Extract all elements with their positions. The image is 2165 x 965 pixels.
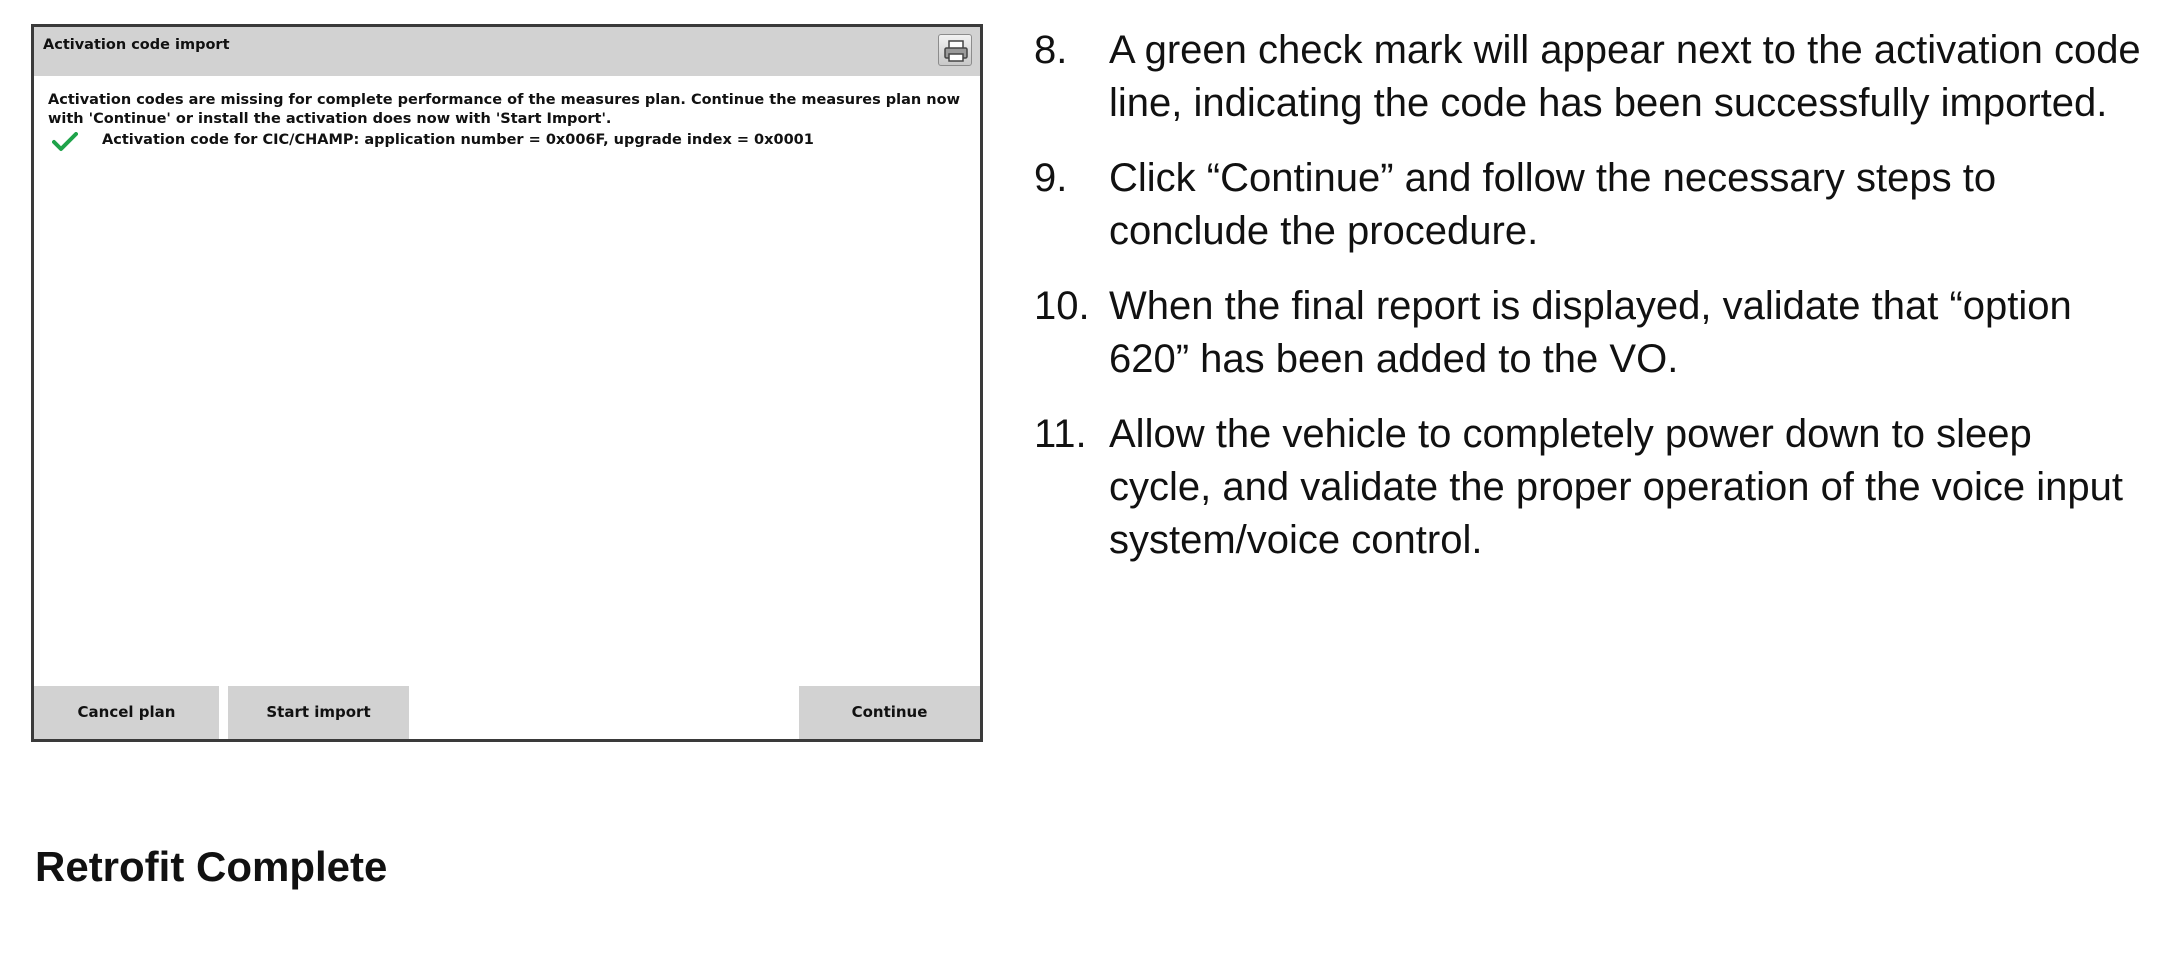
section-heading: Retrofit Complete [35,843,388,890]
activation-code-item [48,131,966,150]
step-10 [1034,280,2144,386]
dialog-header [34,27,980,76]
dialog-message: Activation codes are missing for complete performance of the measures plan. Continue the measures plan now with 'Continue' or install the activation does now with 'Start Import'. [48,92,960,127]
step-number: 10. [1034,284,1090,328]
print-button[interactable] [938,34,972,66]
step-9 [1034,152,2144,258]
step-text: Allow the vehicle to completely power down to sleep cycle, and validate the proper operation of the voice input system/voice control. [1109,412,2123,562]
step-8 [1034,24,2144,130]
step-number: 8. [1034,28,1068,72]
step-text: Click “Continue” and follow the necessary steps to conclude the procedure. [1109,156,1997,253]
step-text: A green check mark will appear next to the activation code line, indicating the code has been successfully imported. [1109,28,2141,125]
step-text: When the final report is displayed, validate that “option 620” has been added to the VO. [1109,284,2072,381]
cancel-plan-button[interactable]: Cancel plan [34,686,219,739]
start-import-button[interactable]: Start import [228,686,409,739]
printer-icon [943,39,969,63]
dialog-title: Activation code import [43,37,230,53]
activation-code-import-dialog [31,24,983,742]
step-11 [1034,408,2144,567]
green-check-icon [52,132,78,152]
step-number: 9. [1034,156,1068,200]
instruction-steps [1034,24,2144,589]
step-number: 11. [1034,412,1087,456]
dialog-footer [34,683,980,739]
dialog-body [48,91,966,150]
continue-button[interactable]: Continue [799,686,980,739]
activation-code-text: Activation code for CIC/CHAMP: application number = 0x006F, upgrade index = 0x0001 [102,132,814,148]
